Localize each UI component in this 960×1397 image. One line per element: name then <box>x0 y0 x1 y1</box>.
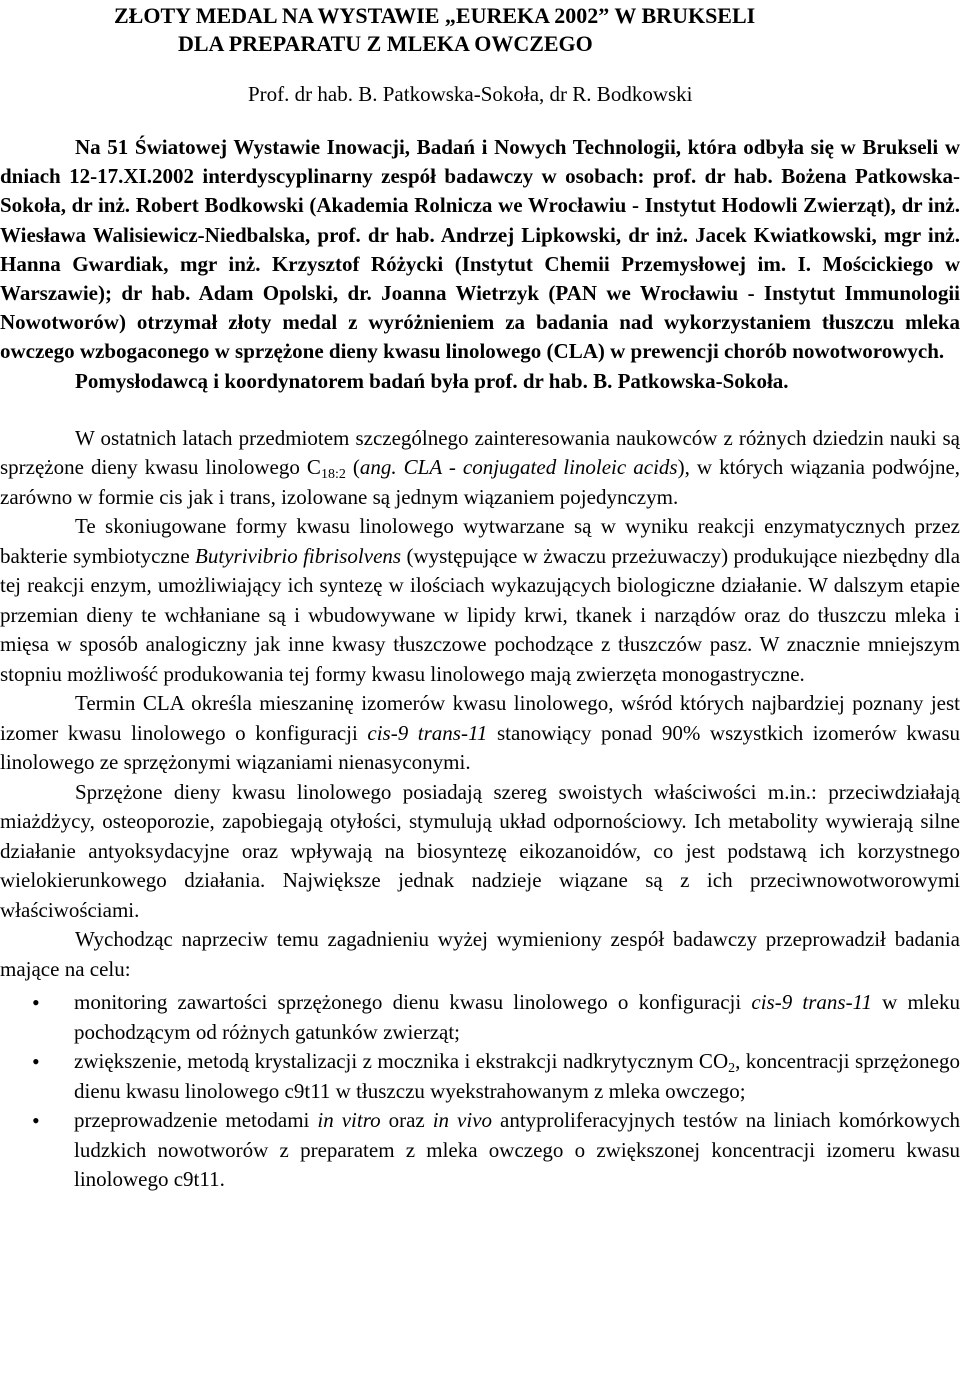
b2-text-b: , koncentracji sprzężonego dienu kwasu linolowego c9t11 w tłuszczu wyekstrahowanym z mleka owczego; <box>74 1049 960 1103</box>
list-item <box>0 1106 960 1195</box>
intro-paragraph <box>0 133 960 367</box>
goals-list <box>0 988 960 1195</box>
p2-italic: Butyrivibrio fibrisolvens <box>195 543 402 568</box>
title-line-1: ZŁOTY MEDAL NA WYSTAWIE „EUREKA 2002” W BRUKSELI <box>114 3 756 28</box>
b3-italic-1: in vitro <box>317 1108 381 1133</box>
list-item <box>0 988 960 1047</box>
b1-text-b: w mleku pochodzącym od różnych gatunków zwierząt; <box>74 990 960 1044</box>
paragraph-4: Sprzężone dieny kwasu linolowego posiadają szereg swoistych właściwości m.in.: przeciwdziałają miażdżycy, osteoporozie, zapobiegają otyłości, stymulują układ odpornościowy. Ich metabolity wywierają silne działanie antyoksydacyjne oraz wpływają na biosyntezę eikozanoidów, co jest podstawą ich korzystnego wielokierunkowego działania. Największe jednak nadzieje wiązane są z ich przeciwnowotworowymi właściwościami. <box>0 779 960 922</box>
bullet-icon: • <box>32 1108 40 1134</box>
p3-italic: cis-9 trans-11 <box>367 720 488 745</box>
b2-text-a: zwiększenie, metodą krystalizacji z mocznika i ekstrakcji nadkrytycznym CO <box>74 1049 729 1074</box>
p3-text-b: stanowiący ponad 90% wszystkich izomerów kwasu linolowego ze sprzężonymi wiązaniami nienasyconymi. <box>0 720 960 775</box>
p1-text-c: ), w których wiązania podwójne, zarówno w formie cis jak i trans, izolowane są jednym wiązaniem pojedynczym. <box>0 455 960 509</box>
p1-italic: ang. CLA - conjugated linoleic acids <box>359 455 678 480</box>
b3-italic-2: in vivo <box>432 1108 493 1133</box>
b3-text-b: oraz <box>380 1108 433 1133</box>
p2-text-b: (występujące w żwaczu przeżuwaczy) produkujące niezbędny dla tej reakcji enzym, umożliwiający ich syntezę w ilościach wykazujących biologiczne działanie. W dalszym etapie przemian dieny te wchłaniane są i wbudowywane w lipidy krwi, tkanek i narządów oraz do tłuszczu mleka i mięsa w sposób analogiczny jak inne kwasy tłuszczowe pochodzące z tłuszczów pasz. W znacznie mniejszym stopniu możliwość produkowania tej formy kwasu linolowego mają zwierzęta monogastryczne. <box>0 543 960 686</box>
title-line-2: DLA PREPARATU Z MLEKA OWCZEGO <box>178 31 593 56</box>
p1-text-a: W ostatnich latach przedmiotem szczególnego zainteresowania naukowców z różnych dziedzin nauki są sprzężone dieny kwasu linolowego C <box>0 425 960 480</box>
list-item <box>0 1047 960 1106</box>
b2-subscript: 2 <box>728 1061 736 1077</box>
bullet-icon: • <box>32 1049 40 1075</box>
bullet-icon: • <box>32 990 40 1016</box>
paragraph-1 <box>0 424 960 513</box>
p1-text-b: ( <box>345 455 360 480</box>
b1-italic: cis-9 trans-11 <box>751 990 872 1015</box>
coordinator-note: Pomysłodawcą i koordynatorem badań była prof. dr hab. B. Patkowska-Sokoła. <box>75 368 789 393</box>
b3-text-a: przeprowadzenie metodami <box>74 1108 318 1133</box>
p2-text-a: Te skoniugowane formy kwasu linolowego wytwarzane są w wyniku reakcji enzymatycznych przez bakterie symbiotyczne <box>0 514 960 568</box>
paragraph-3 <box>0 689 960 778</box>
paragraph-2 <box>0 512 960 689</box>
document-title <box>114 2 960 58</box>
authors-line: Prof. dr hab. B. Patkowska-Sokoła, dr R. Bodkowski <box>248 82 693 106</box>
paragraph-5: Wychodząc naprzeciw temu zagadnieniu wyżej wymieniony zespół badawczy przeprowadził badania mające na celu: <box>0 927 960 981</box>
intro-text: Na 51 Światowej Wystawie Inowacji, Badań i Nowych Technologii, która odbyła się w Brukseli w dniach 12-17.XI.2002 interdyscyplinarny zespół badawczy w osobach: prof. dr hab. Bożena Patkowska-Sokoła, dr inż. Robert Bodkowski (Akademia Rolnicza we Wrocławiu - Instytut Hodowli Zwierząt), dr inż. Wiesława Walisiewicz-Niedbalska, prof. dr hab. Andrzej Lipkowski, dr inż. Jacek Kwiatkowski, mgr inż. Hanna Gwardiak, mgr inż. Krzysztof Różycki (Instytut Chemii Przemysłowej im. I. Mościckiego w Warszawie); dr hab. Adam Opolski, dr. Joanna Wietrzyk (PAN we Wrocławiu - Instytut Immunologii Nowotworów) otrzymał złoty medal z wyróżnieniem za badania nad wykorzystaniem tłuszczu mleka owczego wzbogaconego w sprzężone dieny kwasu linolowego (CLA) w prewencji chorób nowotworowych. <box>0 135 960 364</box>
p1-subscript: 18:2 <box>320 467 346 483</box>
p3-text-a: Termin CLA określa mieszaninę izomerów kwasu linolowego, wśród których najbardziej poznany jest izomer kwasu linolowego o konfiguracji <box>0 691 960 745</box>
b1-text-a: monitoring zawartości sprzężonego dienu kwasu linolowego o konfiguracji <box>74 990 752 1015</box>
b3-text-c: antyproliferacyjnych testów na liniach komórkowych ludzkich nowotworów z preparatem z mleka owczego o zwiększonej koncentracji izomeru kwasu linolowego c9t11. <box>74 1108 960 1192</box>
